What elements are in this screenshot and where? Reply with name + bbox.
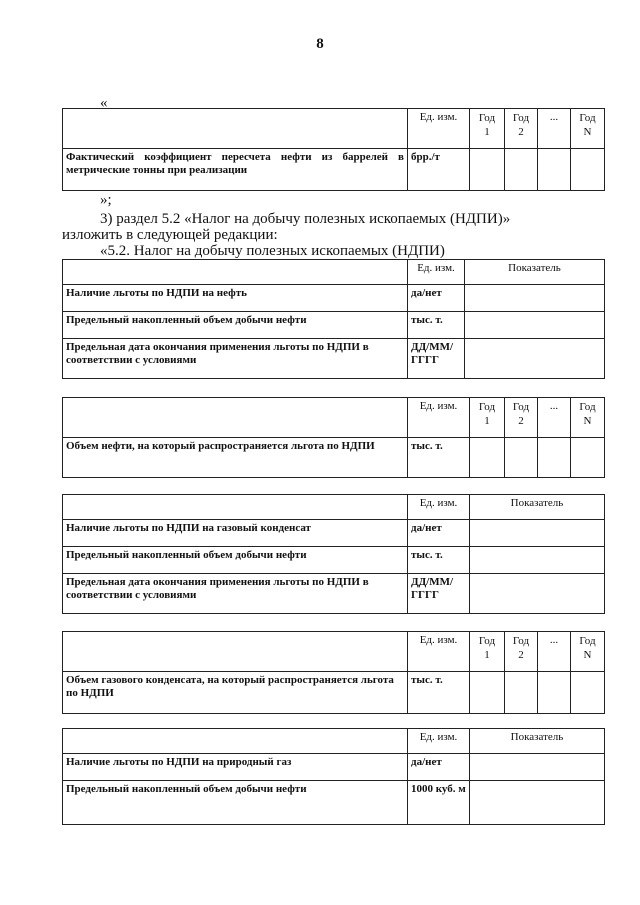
table-oil-benefit: [62, 259, 605, 379]
table-header-row: [63, 495, 605, 520]
table-row: [63, 547, 605, 574]
row-unit: да/нет: [408, 520, 470, 547]
header-unit: Ед. изм.: [408, 260, 465, 285]
header-indicator: Показатель: [470, 495, 605, 520]
value-cell[interactable]: [571, 438, 605, 478]
header-ellipsis: ...: [538, 632, 571, 672]
header-unit: Ед. изм.: [408, 632, 470, 672]
header-unit: Ед. изм.: [408, 109, 470, 149]
table-row: [63, 574, 605, 614]
row-label: Предельный накопленный объем добычи нефти: [63, 312, 408, 339]
value-cell[interactable]: [538, 149, 571, 191]
row-unit: тыс. т.: [408, 312, 465, 339]
value-cell[interactable]: [505, 438, 538, 478]
table-header-row: [63, 729, 605, 754]
row-label: Предельная дата окончания применения льготы по НДПИ в соответствии с условиями: [63, 339, 408, 379]
header-year-2: Год 2: [505, 632, 538, 672]
row-label: Предельный накопленный объем добычи нефти: [63, 781, 408, 825]
paragraph-line-1: 3) раздел 5.2 «Налог на добычу полезных ископаемых (НДПИ)»: [100, 211, 511, 227]
row-label: Наличие льготы по НДПИ на природный газ: [63, 754, 408, 781]
row-label: Предельная дата окончания применения льготы по НДПИ в соответствии с условиями: [63, 574, 408, 614]
value-cell[interactable]: [470, 520, 605, 547]
row-unit: брр./т: [408, 149, 470, 191]
page-number: 8: [316, 36, 324, 52]
table-row: [63, 285, 605, 312]
row-unit: тыс. т.: [408, 547, 470, 574]
table-header-row: [63, 109, 605, 149]
header-unit: Ед. изм.: [408, 398, 470, 438]
value-cell[interactable]: [538, 438, 571, 478]
row-label: Наличие льготы по НДПИ на нефть: [63, 285, 408, 312]
table-row: [63, 312, 605, 339]
header-year-n: Год N: [571, 109, 605, 149]
value-cell[interactable]: [465, 285, 605, 312]
header-year-2: Год 2: [505, 109, 538, 149]
row-unit: тыс. т.: [408, 672, 470, 714]
header-indicator: Показатель: [470, 729, 605, 754]
row-unit: тыс. т.: [408, 438, 470, 478]
table-row: [63, 149, 605, 191]
value-cell[interactable]: [470, 754, 605, 781]
table-row: [63, 781, 605, 825]
value-cell[interactable]: [470, 781, 605, 825]
table-row: [63, 520, 605, 547]
open-quote: «: [100, 95, 108, 111]
header-ellipsis: ...: [538, 398, 571, 438]
row-unit: да/нет: [408, 754, 470, 781]
header-year-n: Год N: [571, 632, 605, 672]
value-cell[interactable]: [465, 339, 605, 379]
value-cell[interactable]: [470, 149, 505, 191]
table-header-row: [63, 632, 605, 672]
header-ellipsis: ...: [538, 109, 571, 149]
table-condensate-benefit: [62, 494, 605, 614]
paragraph-line-2: изложить в следующей редакции:: [62, 227, 278, 243]
value-cell[interactable]: [470, 547, 605, 574]
header-unit: Ед. изм.: [408, 495, 470, 520]
row-label: Объем газового конденсата, на который распространяется льгота по НДПИ: [63, 672, 408, 714]
value-cell[interactable]: [571, 149, 605, 191]
table-row: [63, 754, 605, 781]
table-row: [63, 672, 605, 714]
table-header-row: [63, 260, 605, 285]
header-year-1: Год 1: [470, 632, 505, 672]
table-header-row: [63, 398, 605, 438]
header-unit: Ед. изм.: [408, 729, 470, 754]
table-condensate-volume: [62, 631, 605, 714]
value-cell[interactable]: [470, 574, 605, 614]
table-oil-conversion: [62, 108, 605, 191]
value-cell[interactable]: [505, 672, 538, 714]
row-unit: 1000 куб. м: [408, 781, 470, 825]
header-indicator: Показатель: [465, 260, 605, 285]
close-quote: »;: [100, 192, 112, 208]
value-cell[interactable]: [571, 672, 605, 714]
table-row: [63, 339, 605, 379]
header-year-1: Год 1: [470, 398, 505, 438]
header-empty-cell: [63, 109, 408, 149]
row-unit: ДД/ММ/ ГГГГ: [408, 574, 470, 614]
header-year-2: Год 2: [505, 398, 538, 438]
row-unit: да/нет: [408, 285, 465, 312]
table-gas-benefit: [62, 728, 605, 825]
value-cell[interactable]: [470, 438, 505, 478]
value-cell[interactable]: [538, 672, 571, 714]
value-cell[interactable]: [470, 672, 505, 714]
table-oil-volume: [62, 397, 605, 478]
row-label: Предельный накопленный объем добычи нефти: [63, 547, 408, 574]
table-row: [63, 438, 605, 478]
section-heading: «5.2. Налог на добычу полезных ископаемых (НДПИ): [100, 243, 445, 259]
header-year-1: Год 1: [470, 109, 505, 149]
row-label: Объем нефти, на который распространяется льгота по НДПИ: [63, 438, 408, 478]
header-year-n: Год N: [571, 398, 605, 438]
row-unit: ДД/ММ/ ГГГГ: [408, 339, 465, 379]
row-label: Наличие льготы по НДПИ на газовый конденсат: [63, 520, 408, 547]
value-cell[interactable]: [505, 149, 538, 191]
row-label: Фактический коэффициент пересчета нефти из баррелей в метрические тонны при реализации: [63, 149, 408, 191]
value-cell[interactable]: [465, 312, 605, 339]
